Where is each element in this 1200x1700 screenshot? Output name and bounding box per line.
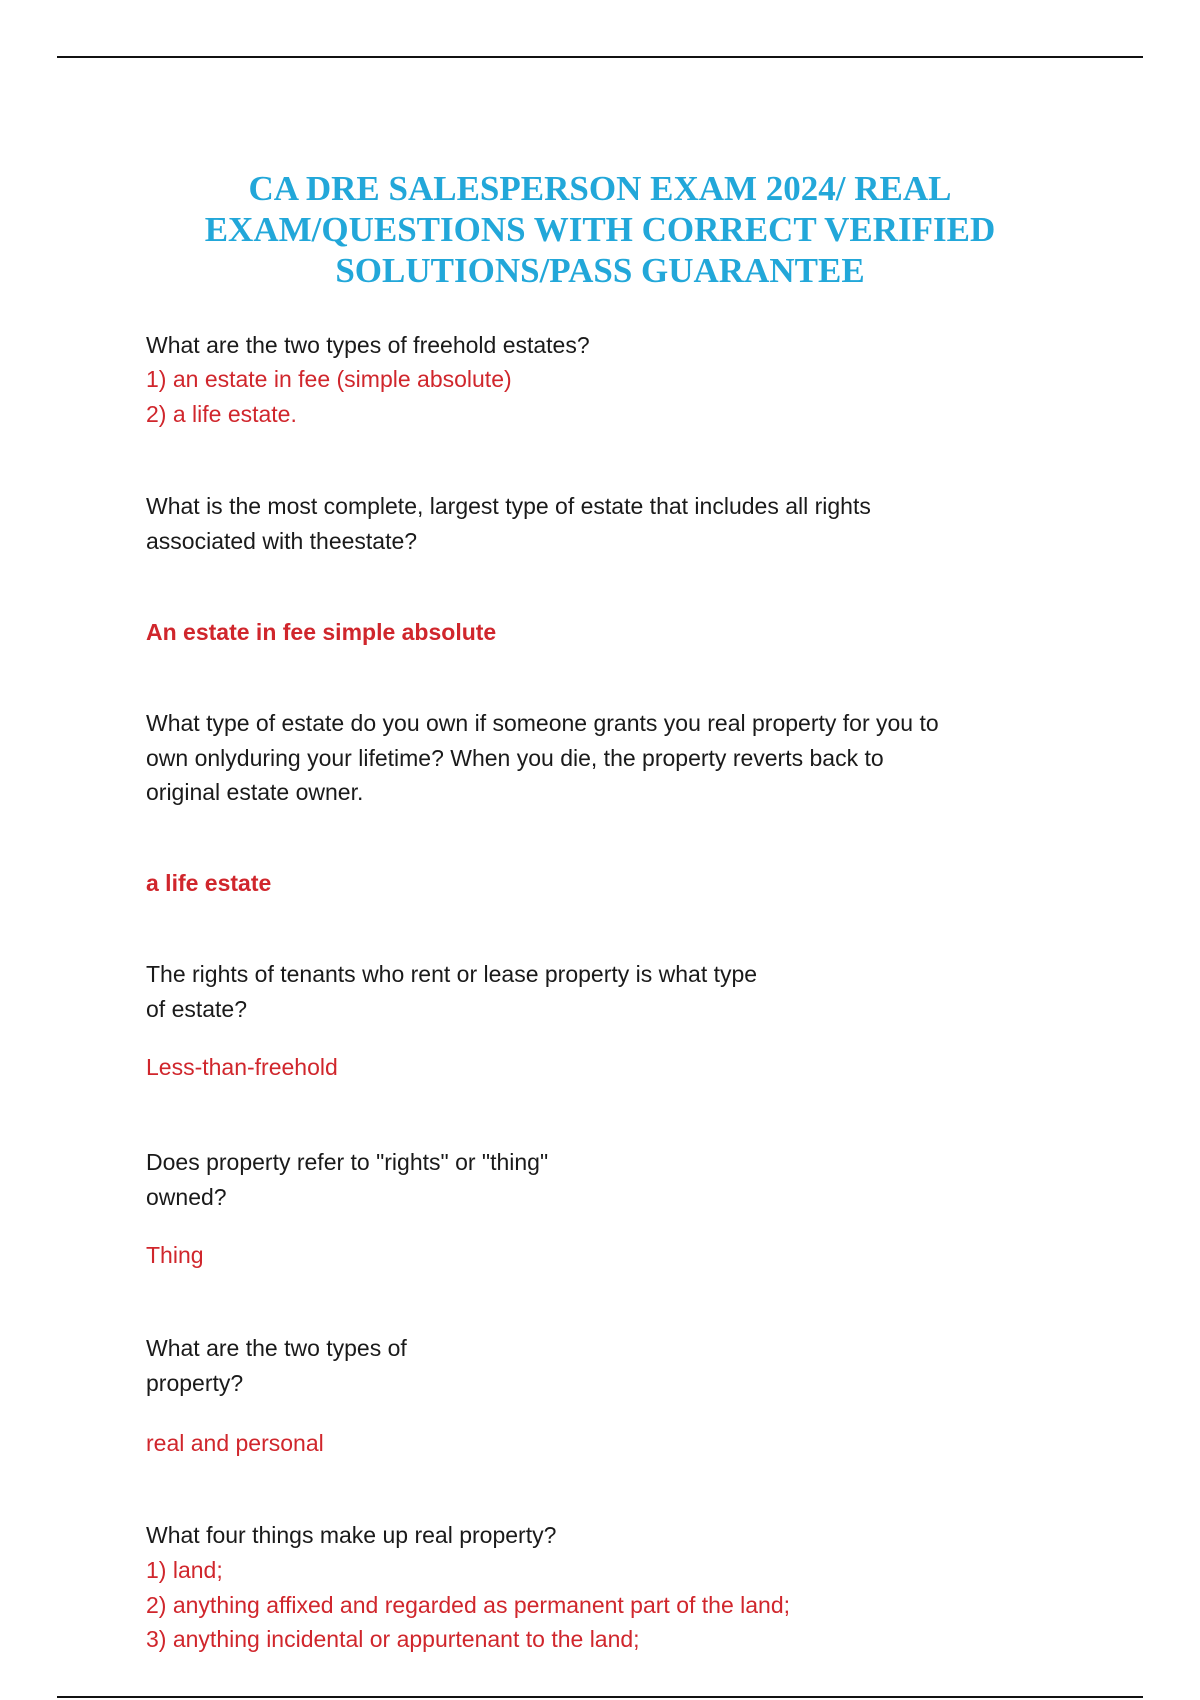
answer-6 bbox=[146, 1426, 1086, 1461]
answer-text: real and personal bbox=[146, 1430, 324, 1456]
question-text: What four things make up real property? bbox=[146, 1522, 557, 1548]
question-text: Does property refer to "rights" or "thing" bbox=[146, 1149, 549, 1175]
question-text: owned? bbox=[146, 1183, 227, 1210]
document-title bbox=[100, 168, 1100, 291]
question-text: own onlyduring your lifetime? When you die, the property reverts back to bbox=[146, 744, 884, 771]
answer-text: 2) a life estate. bbox=[146, 400, 297, 427]
question-2 bbox=[146, 489, 1086, 558]
answer-text: 2) anything affixed and regarded as permanent part of the land; bbox=[146, 1591, 791, 1618]
question-text: The rights of tenants who rent or lease property is what type bbox=[146, 961, 758, 987]
answer-3 bbox=[146, 866, 1086, 901]
question-text: of estate? bbox=[146, 995, 248, 1022]
answer-text: 3) anything incidental or appurtenant to the land; bbox=[146, 1626, 640, 1652]
answer-4 bbox=[146, 1050, 1086, 1085]
question-1 bbox=[146, 328, 1086, 363]
question-text: What are the two types of bbox=[146, 1335, 407, 1361]
question-text: associated with theestate? bbox=[146, 527, 418, 554]
answer-1 bbox=[146, 362, 1086, 431]
title-line: CA DRE SALESPERSON EXAM 2024/ REAL bbox=[248, 169, 952, 208]
question-5 bbox=[146, 1145, 1086, 1214]
question-text: property? bbox=[146, 1369, 244, 1396]
answer-text: Less-than-freehold bbox=[146, 1054, 338, 1080]
question-text: original estate owner. bbox=[146, 779, 364, 805]
bottom-rule bbox=[57, 1696, 1143, 1698]
question-3 bbox=[146, 706, 1086, 810]
answer-text: 1) land; bbox=[146, 1557, 223, 1583]
answer-7 bbox=[146, 1553, 1086, 1657]
question-text: What are the two types of freehold estates? bbox=[146, 332, 590, 358]
top-rule bbox=[57, 56, 1143, 58]
answer-text: a life estate bbox=[146, 870, 272, 896]
answer-text: An estate in fee simple absolute bbox=[146, 619, 497, 645]
answer-5 bbox=[146, 1238, 1086, 1273]
answer-2 bbox=[146, 615, 1086, 650]
question-text: What is the most complete, largest type of estate that includes all rights bbox=[146, 493, 871, 519]
question-7 bbox=[146, 1518, 1086, 1553]
question-text: What type of estate do you own if someone grants you real property for you to bbox=[146, 710, 939, 736]
question-4 bbox=[146, 957, 1086, 1026]
question-6 bbox=[146, 1331, 1086, 1400]
title-line: EXAM/QUESTIONS WITH CORRECT VERIFIED bbox=[204, 210, 996, 249]
title-line: SOLUTIONS/PASS GUARANTEE bbox=[335, 251, 865, 290]
answer-text: Thing bbox=[146, 1242, 204, 1268]
answer-text: 1) an estate in fee (simple absolute) bbox=[146, 366, 512, 392]
